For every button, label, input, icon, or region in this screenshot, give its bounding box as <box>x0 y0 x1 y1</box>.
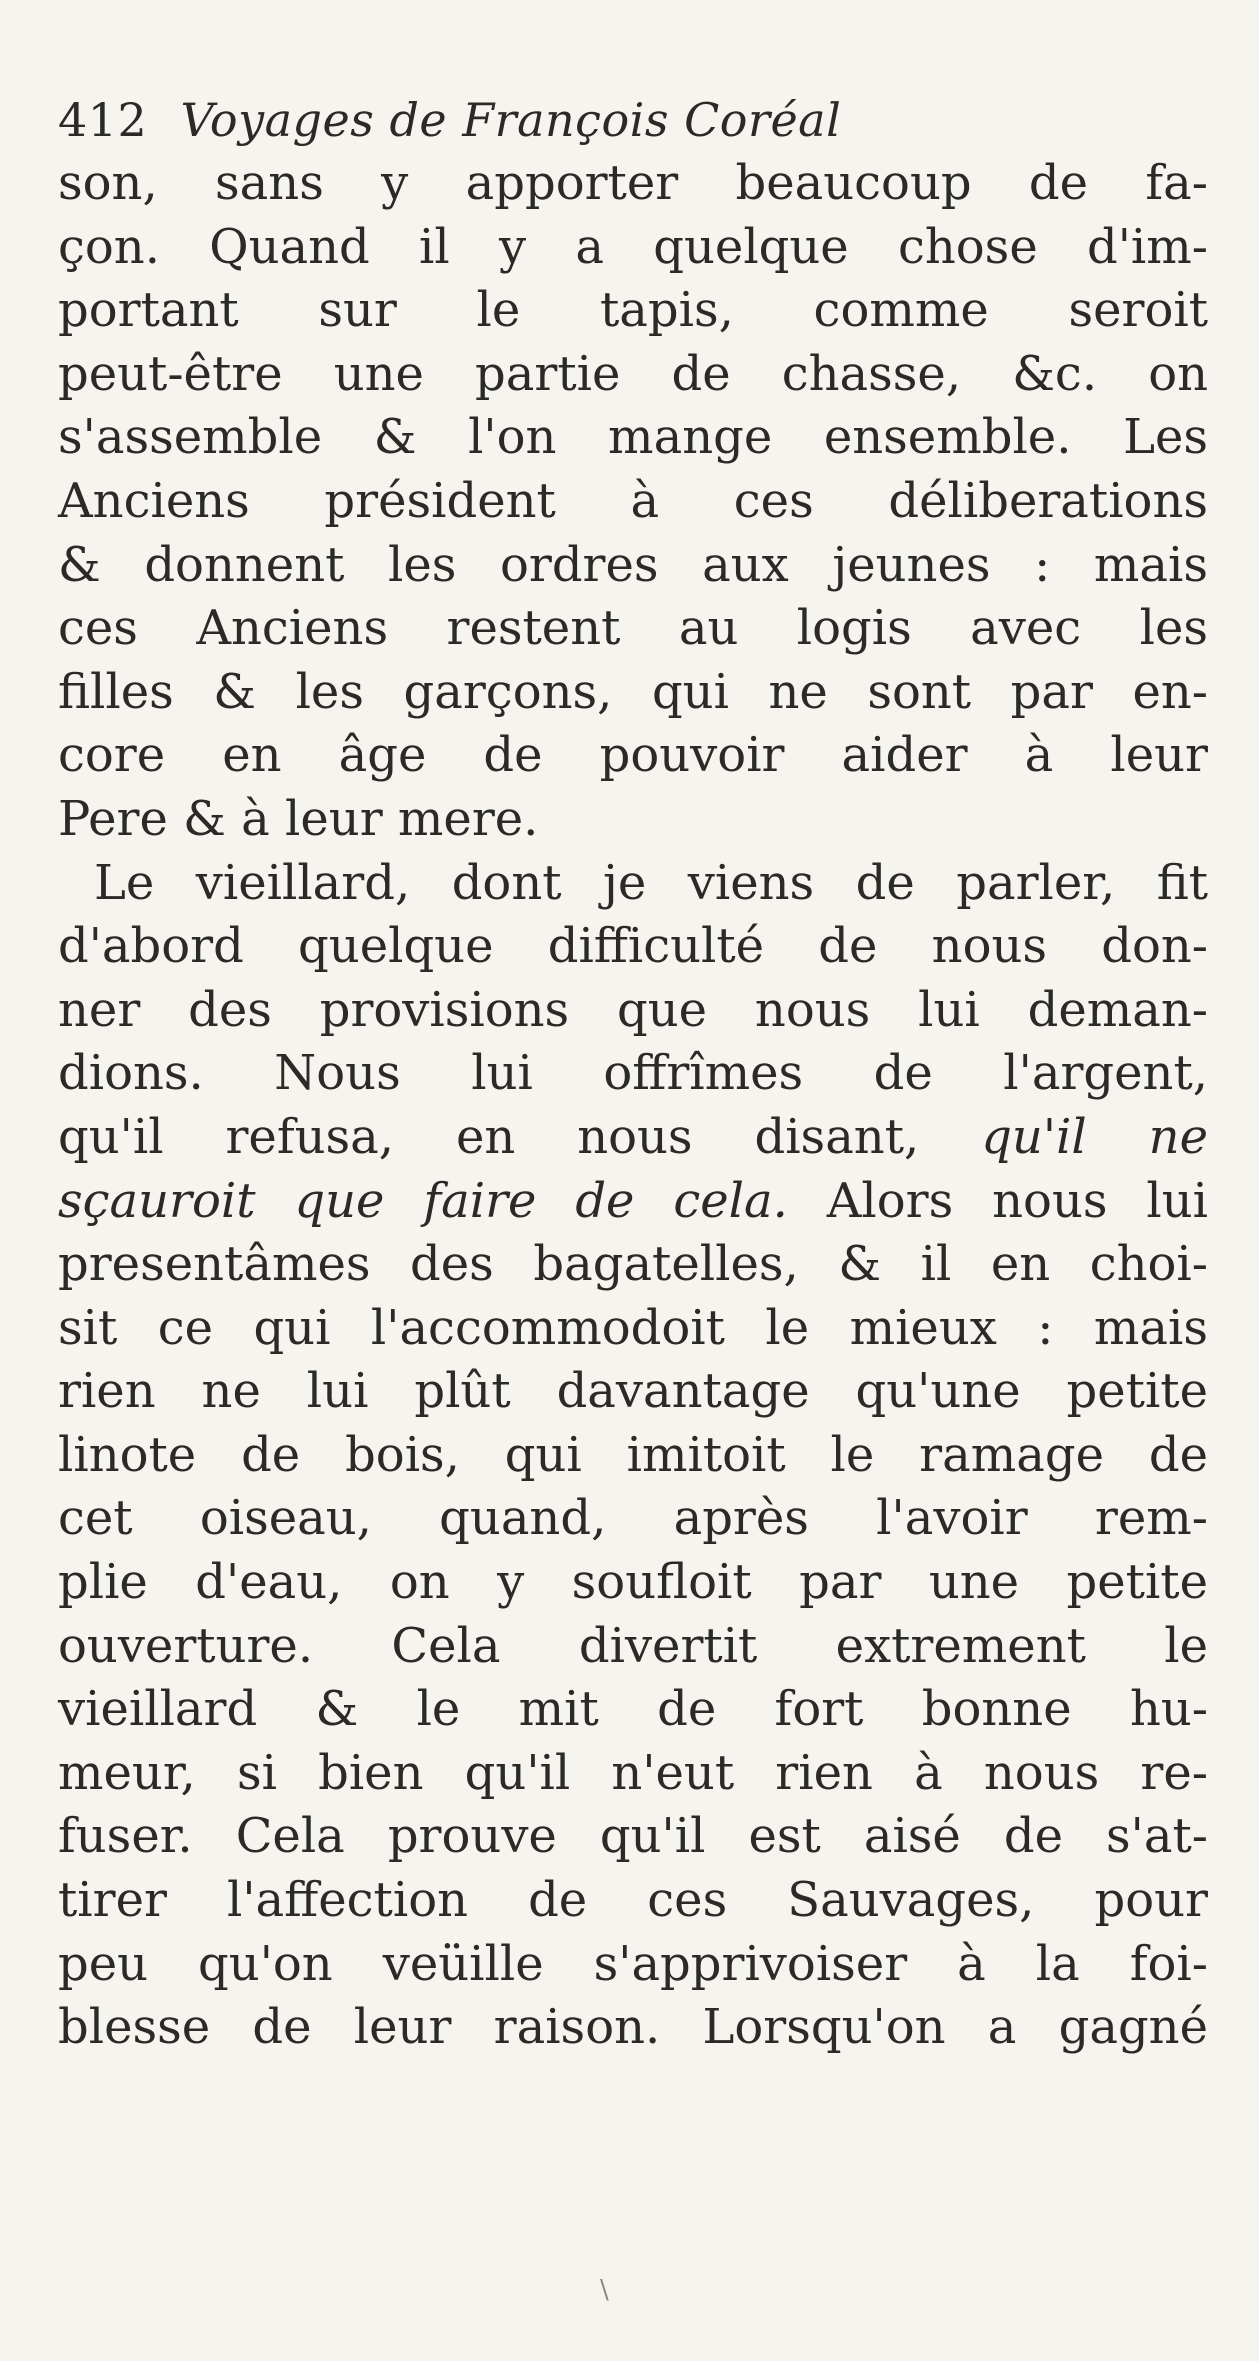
text-line: plie d'eau, on y soufloit par une petite <box>58 1554 1208 1611</box>
body-text <box>58 152 1208 2060</box>
text-line: cet oiseau, quand, après l'avoir rem- <box>58 1490 1208 1547</box>
text-line: tirer l'affection de ces Sauvages, pour <box>58 1872 1208 1929</box>
text-line: portant sur le tapis, comme seroit <box>58 282 1208 339</box>
running-title: Voyages de François Coréal <box>180 93 842 147</box>
text-line: vieillard & le mit de fort bonne hu- <box>58 1681 1208 1738</box>
text-line: ouverture. Cela divertit extrement le <box>58 1617 1208 1674</box>
text-line: Anciens président à ces déliberations <box>58 472 1208 529</box>
text-line: peu qu'on veüille s'apprivoiser à la foi- <box>58 1935 1208 1992</box>
text-line: fuser. Cela prouve qu'il est aisé de s'at- <box>58 1808 1208 1865</box>
text-line: ces Anciens restent au logis avec les <box>58 600 1208 657</box>
text-line: son, sans y apporter beaucoup de fa- <box>58 155 1208 211</box>
text-line: ner des provisions que nous lui deman- <box>58 981 1208 1038</box>
text-line-mixed <box>58 1106 1208 1170</box>
text-line: dions. Nous lui offrîmes de l'argent, <box>58 1045 1208 1102</box>
text-line: sit ce qui l'accommodoit le mieux : mais <box>58 1299 1208 1356</box>
stray-mark: \ <box>600 2275 609 2305</box>
text-line: blesse de leur raison. Lorsqu'on a gagné <box>58 1999 1208 2056</box>
text-segment: Alors nous lui <box>787 1172 1209 1229</box>
text-line: peut-être une partie de chasse, &c. on <box>58 345 1208 402</box>
text-line: presentâmes des bagatelles, & il en choi- <box>58 1236 1208 1293</box>
text-line: meur, si bien qu'il n'eut rien à nous re- <box>58 1744 1208 1801</box>
text-line: linote de bois, qui imitoit le ramage de <box>58 1426 1208 1483</box>
text-line: çon. Quand il y a quelque chose d'im- <box>58 218 1208 275</box>
page-number: 412 <box>58 93 148 147</box>
text-line: rien ne lui plût davantage qu'une petite <box>58 1363 1208 1420</box>
running-head <box>58 90 841 150</box>
italic-segment: sçauroit que faire de cela. <box>58 1172 788 1229</box>
text-line-mixed <box>58 1170 1208 1234</box>
text-line: Pere & à leur mere. <box>58 790 539 847</box>
text-line: s'assemble & l'on mange ensemble. Les <box>58 409 1208 466</box>
text-line: core en âge de pouvoir aider à leur <box>58 727 1208 784</box>
text-line: Le vieillard, dont je viens de parler, fit <box>94 854 1208 911</box>
text-line: d'abord quelque difficulté de nous don- <box>58 918 1208 975</box>
text-line: & donnent les ordres aux jeunes : mais <box>58 536 1208 593</box>
text-line: filles & les garçons, qui ne sont par en- <box>58 663 1208 720</box>
italic-segment: qu'il ne <box>981 1108 1208 1165</box>
text-segment: qu'il refusa, en nous disant, <box>58 1108 920 1165</box>
